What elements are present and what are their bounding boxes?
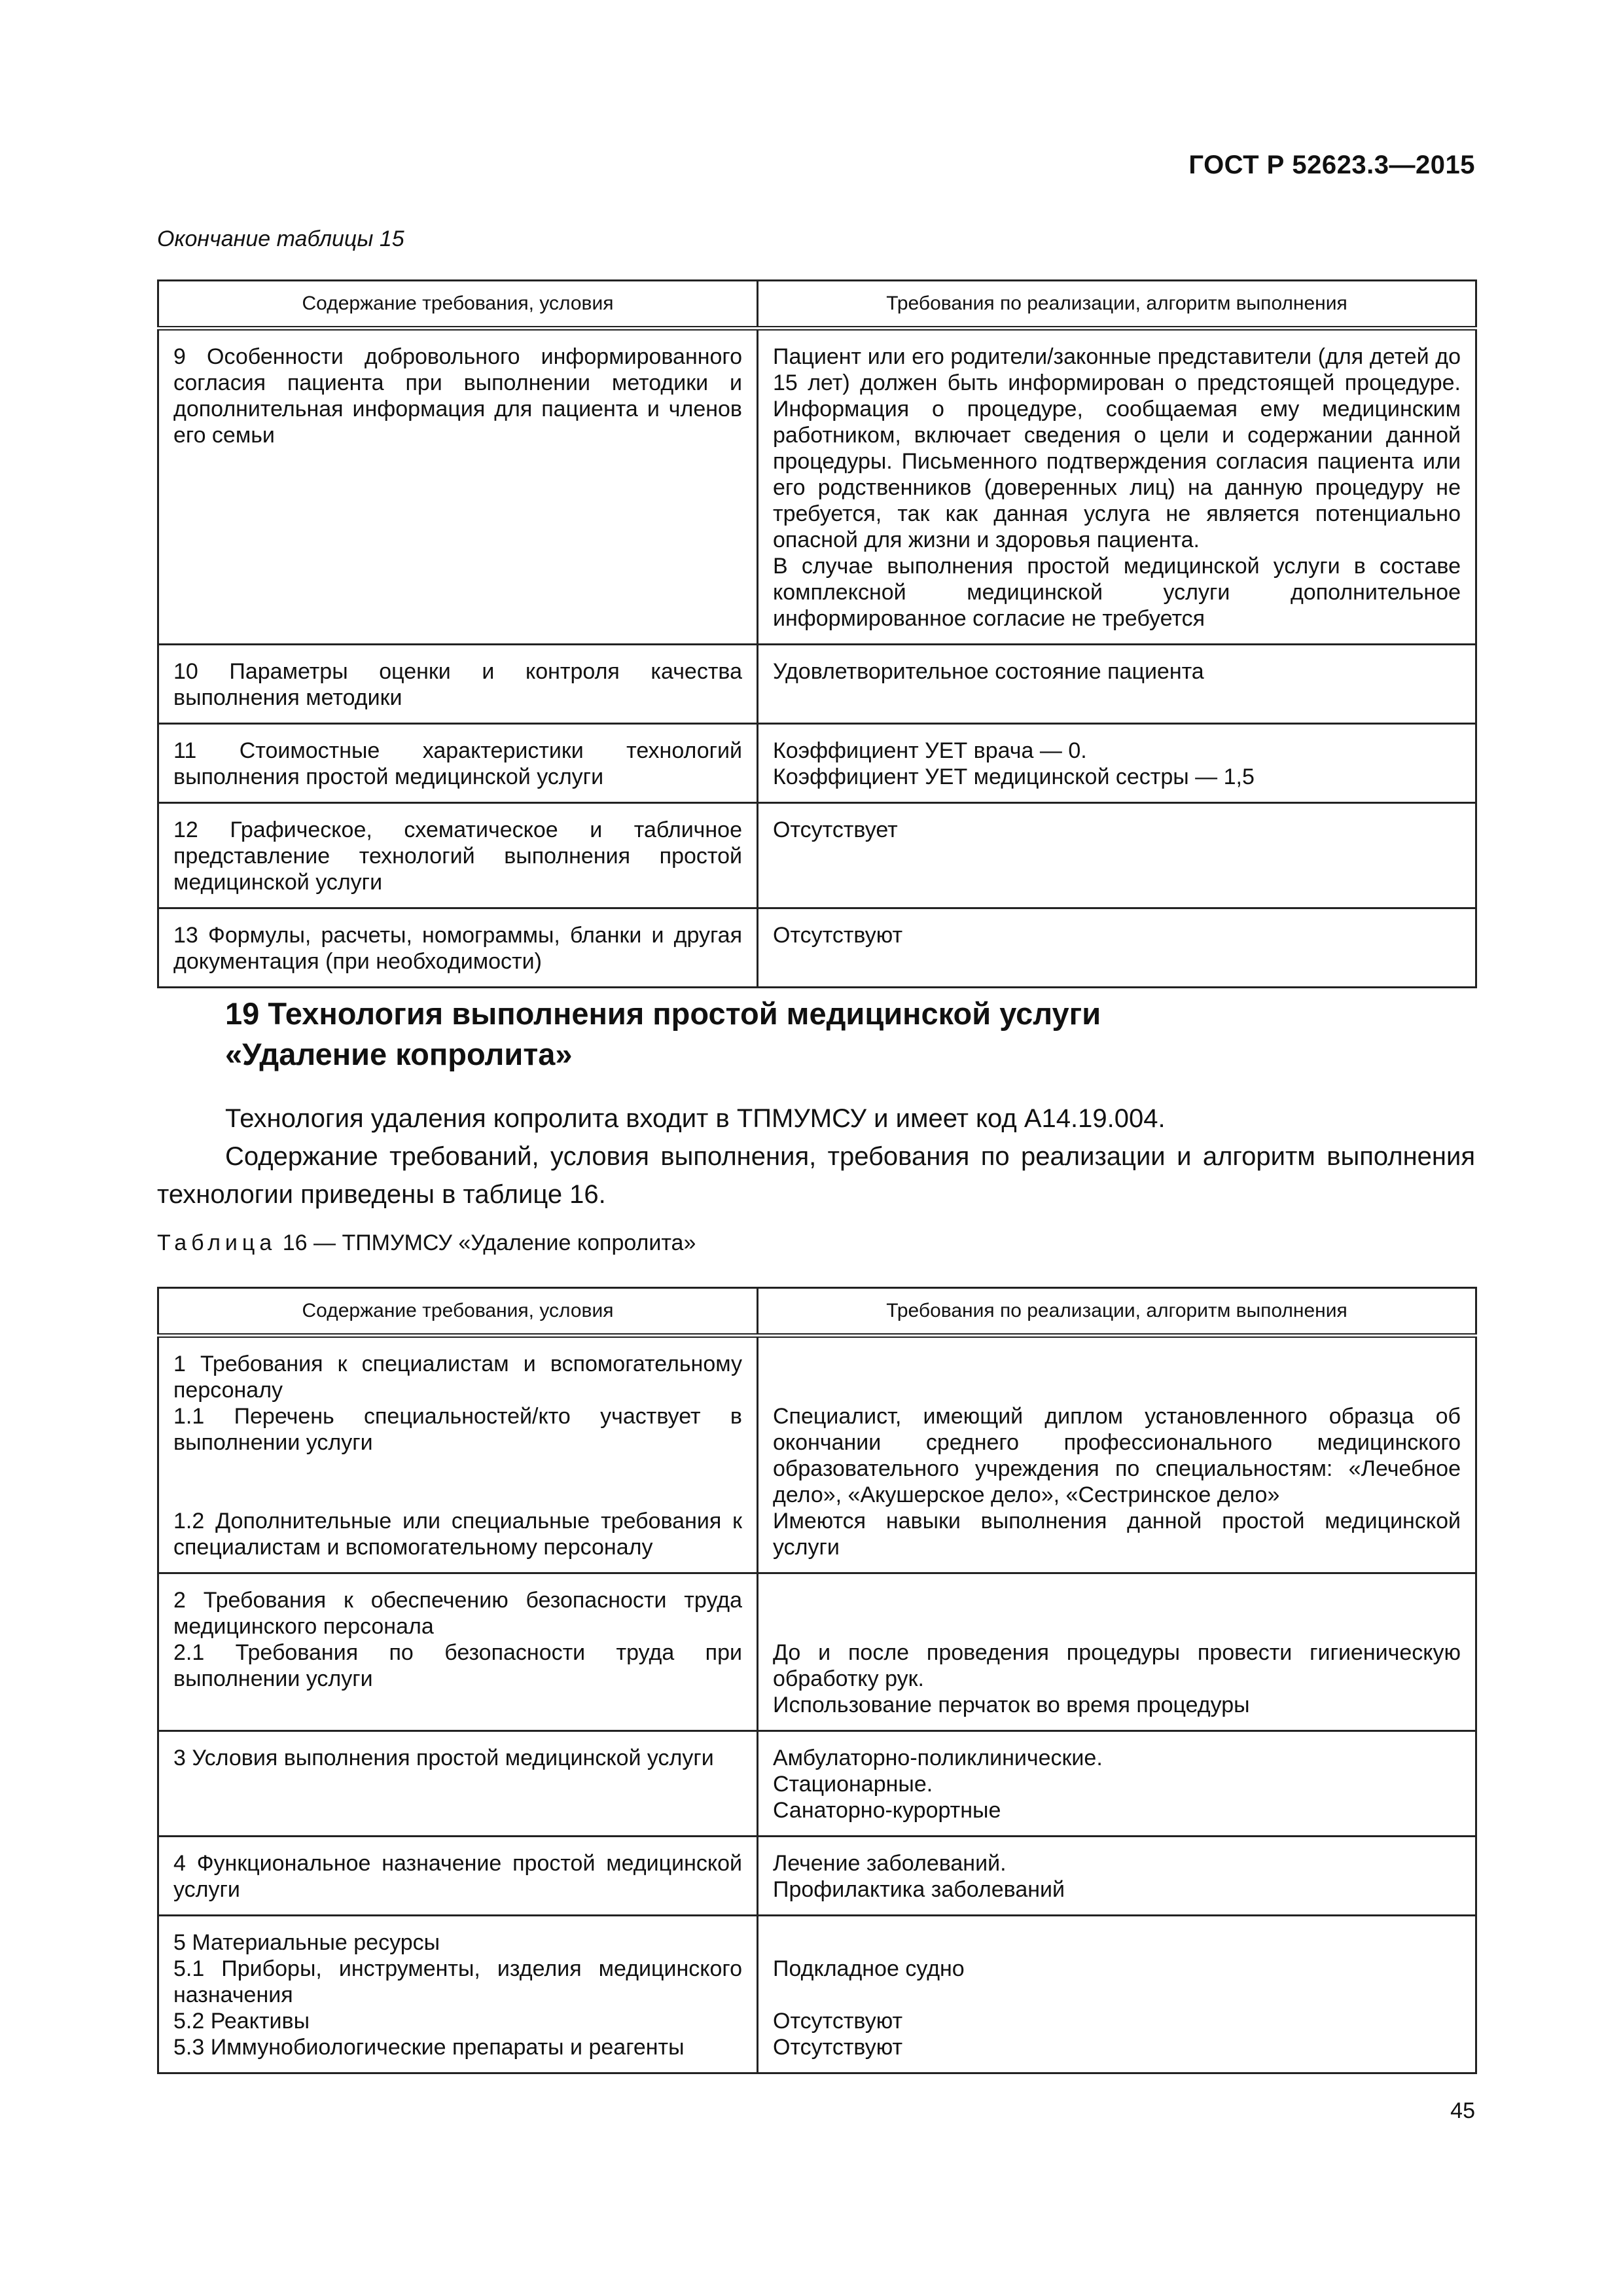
table-cell xyxy=(758,1336,1476,1573)
page-number: 45 xyxy=(1450,2098,1475,2123)
table-cell: 9 Особенности добровольного информированного согласия пациента при выполнении методики и дополнительная информация для пациента и членов его семьи xyxy=(158,329,758,645)
column-header: Содержание требования, условия xyxy=(158,1288,758,1336)
cell-paragraph: До и после проведения процедуры провести гигиеническую обработку рук. xyxy=(773,1640,1461,1691)
table-cell xyxy=(158,1336,758,1573)
body-paragraph: Технология удаления копролита входит в ТПМУМСУ и имеет код А14.19.004. xyxy=(225,1104,1166,1133)
cell-paragraph: 5.1 Приборы, инструменты, изделия медицинского назначения xyxy=(173,1956,742,2007)
table-cell xyxy=(158,1916,758,2073)
table-cell: Удовлетворительное состояние пациента xyxy=(758,645,1476,724)
table-cell xyxy=(758,1573,1476,1731)
table-row xyxy=(158,1837,1476,1916)
table-row xyxy=(158,724,1476,803)
table-cell: 11 Стоимостные характеристики технологий выполнения простой медицинской услуги xyxy=(158,724,758,803)
cell-paragraph: 5.2 Реактивы xyxy=(173,2009,310,2034)
cell-paragraph: В случае выполнения простой медицинской услуги в составе комплексной медицинской услуги дополнительное информированное согласие не требуется xyxy=(773,554,1461,631)
body-paragraph: Содержание требований, условия выполнения, требования по реализации и алгоритм выполнения технологии приведены в таблице 16. xyxy=(157,1142,1475,1209)
table-row xyxy=(158,1731,1476,1837)
table-row xyxy=(158,1336,1476,1573)
table-cell xyxy=(758,329,1476,645)
table-row xyxy=(158,645,1476,724)
table-caption xyxy=(157,1230,696,1256)
table-cell: Отсутствуют xyxy=(758,908,1476,988)
table-cell: 3 Условия выполнения простой медицинской услуги xyxy=(158,1731,758,1837)
cell-paragraph: 2.1 Требования по безопасности труда при выполнении услуги xyxy=(173,1640,742,1691)
cell-paragraph: Профилактика заболеваний xyxy=(773,1877,1065,1902)
section-heading xyxy=(225,994,1469,1075)
cell-paragraph: 1 Требования к специалистам и вспомогательному персоналу xyxy=(173,1352,742,1403)
cell-paragraph: Отсутствуют xyxy=(773,2035,903,2060)
table-cell: 12 Графическое, схематическое и табличное представление технологий выполнения простой медицинской услуги xyxy=(158,803,758,908)
table-16 xyxy=(157,1287,1477,2074)
cell-paragraph: 1.2 Дополнительные или специальные требования к специалистам и вспомогательному персоналу xyxy=(173,1509,742,1560)
table-cell xyxy=(758,724,1476,803)
cell-paragraph: Использование перчаток во время процедуры xyxy=(773,1693,1250,1717)
section-heading-line: «Удаление копролита» xyxy=(225,1037,573,1071)
cell-paragraph: Специалист, имеющий диплом установленного образца об окончании среднего профессионального медицинского образовательного учреждения по специальностям: «Лечебное дело», «Акушерское дело», «Сестринское дело» xyxy=(773,1404,1461,1507)
cell-paragraph: Имеются навыки выполнения данной простой медицинской услуги xyxy=(773,1509,1461,1560)
document-code: ГОСТ Р 52623.3—2015 xyxy=(1188,151,1475,179)
cell-paragraph: 2 Требования к обеспечению безопасности труда медицинского персонала xyxy=(173,1588,742,1639)
cell-paragraph: Санаторно-курортные xyxy=(773,1798,1001,1823)
table-cell xyxy=(758,1916,1476,2073)
cell-paragraph: 5.3 Иммунобиологические препараты и реагенты xyxy=(173,2035,685,2060)
table-cell: 10 Параметры оценки и контроля качества выполнения методики xyxy=(158,645,758,724)
table-cell: 13 Формулы, расчеты, номограммы, бланки и другая документация (при необходимости) xyxy=(158,908,758,988)
table-row xyxy=(158,329,1476,645)
table-continuation-label: Окончание таблицы 15 xyxy=(157,226,404,251)
cell-paragraph: Стационарные. xyxy=(773,1772,933,1797)
column-header: Содержание требования, условия xyxy=(158,281,758,329)
cell-paragraph: Амбулаторно-поликлинические. xyxy=(773,1746,1103,1770)
cell-paragraph: Подкладное судно xyxy=(773,1956,965,1981)
cell-paragraph: 5 Материальные ресурсы xyxy=(173,1930,440,1955)
table-cell xyxy=(758,1837,1476,1916)
table-row xyxy=(158,1916,1476,2073)
table-header-row xyxy=(158,1288,1476,1336)
cell-paragraph: 1.1 Перечень специальностей/кто участвует в выполнении услуги xyxy=(173,1404,742,1455)
section-heading-line: 19 Технология выполнения простой медицинской услуги xyxy=(225,996,1101,1031)
cell-paragraph: Коэффициент УЕТ врача — 0. xyxy=(773,738,1087,763)
cell-paragraph: Пациент или его родители/законные представители (для детей до 15 лет) должен быть информирован о предстоящей процедуре. Информация о процедуре, сообщаемая ему медицинским работником, включает сведения о цели и содержании данной процедуры. Письменного подтверждения согласия пациента или его родственников (доверенных лиц) на данную процедуру не требуется, так как данная услуга не является потенциально опасной для жизни и здоровья пациента. xyxy=(773,344,1461,552)
table-row xyxy=(158,803,1476,908)
table-row xyxy=(158,908,1476,988)
table-caption-word: Таблица xyxy=(157,1230,277,1255)
table-cell xyxy=(158,1573,758,1731)
table-cell: Отсутствует xyxy=(758,803,1476,908)
table-15 xyxy=(157,279,1477,988)
column-header: Требования по реализации, алгоритм выполнения xyxy=(758,1288,1476,1336)
cell-paragraph: Отсутствуют xyxy=(773,2009,903,2034)
cell-paragraph: Лечение заболеваний. xyxy=(773,1851,1007,1876)
cell-paragraph: Коэффициент УЕТ медицинской сестры — 1,5 xyxy=(773,764,1255,789)
table-caption-text: 16 — ТПМУМСУ «Удаление копролита» xyxy=(276,1230,696,1255)
table-cell xyxy=(758,1731,1476,1837)
table-cell: 4 Функциональное назначение простой медицинской услуги xyxy=(158,1837,758,1916)
table-header-row xyxy=(158,281,1476,329)
table-row xyxy=(158,1573,1476,1731)
column-header: Требования по реализации, алгоритм выполнения xyxy=(758,281,1476,329)
